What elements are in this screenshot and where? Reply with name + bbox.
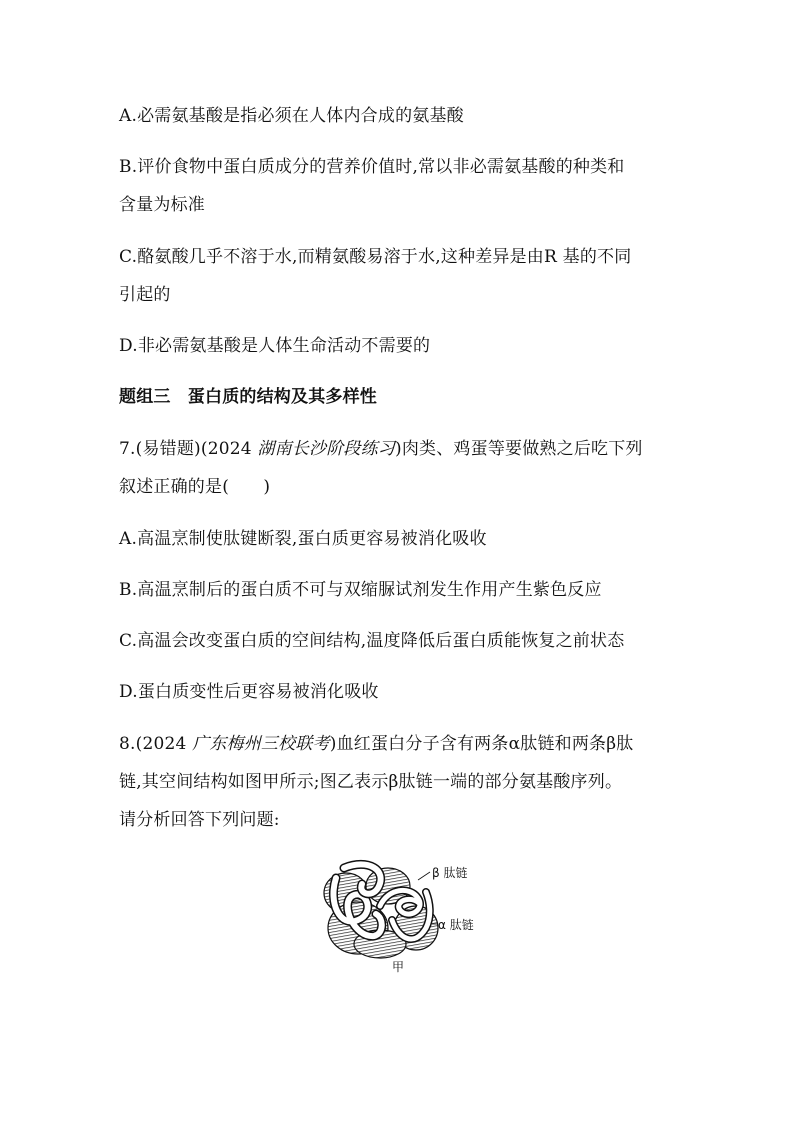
q7-stem-line1 <box>119 437 643 461</box>
q7-option-d: D.蛋白质变性后更容易被消化吸收 <box>119 682 379 702</box>
q7-suffix: )肉类、鸡蛋等要做熟之后吃下列 <box>395 439 643 459</box>
q7-source: 湖南长沙阶段练习 <box>257 439 395 459</box>
section-heading-group3: 题组三 蛋白质的结构及其多样性 <box>119 387 377 407</box>
q8-stem-line2: 链,其空间结构如图甲所示;图乙表示β肽链一端的部分氨基酸序列。 <box>119 772 623 792</box>
q6-option-a: A.必需氨基酸是指必须在人体内合成的氨基酸 <box>119 106 464 126</box>
hemoglobin-figure <box>318 858 488 978</box>
q6-option-b-line2: 含量为标准 <box>119 195 205 215</box>
q8-stem-line3: 请分析回答下列问题: <box>119 810 280 830</box>
q7-option-b: B.高温烹制后的蛋白质不可与双缩脲试剂发生作用产生紫色反应 <box>119 580 602 600</box>
q6-option-d: D.非必需氨基酸是人体生命活动不需要的 <box>119 336 431 356</box>
beta-chain-label: β 肽链 <box>432 866 468 880</box>
figure-caption: 甲 <box>392 960 405 974</box>
alpha-chain-label: α 肽链 <box>438 918 474 932</box>
q8-prefix: 8.(2024 <box>119 734 193 754</box>
q6-option-c-line1: C.酪氨酸几乎不溶于水,而精氨酸易溶于水,这种差异是由R 基的不同 <box>119 247 632 267</box>
q8-source: 广东梅州三校联考 <box>192 734 330 754</box>
q6-option-b-line1: B.评价食物中蛋白质成分的营养价值时,常以非必需氨基酸的种类和 <box>119 157 625 177</box>
q8-stem-line1 <box>119 732 633 756</box>
q8-suffix: )血红蛋白分子含有两条α肽链和两条β肽 <box>329 734 634 754</box>
q6-option-c-line2: 引起的 <box>119 285 171 305</box>
q7-option-a: A.高温烹制使肽键断裂,蛋白质更容易被消化吸收 <box>119 529 487 549</box>
q7-option-c: C.高温会改变蛋白质的空间结构,温度降低后蛋白质能恢复之前状态 <box>119 631 625 651</box>
q7-stem-line2: 叙述正确的是( ) <box>119 477 271 497</box>
q7-prefix: 7.(易错题)(2024 <box>119 439 258 459</box>
